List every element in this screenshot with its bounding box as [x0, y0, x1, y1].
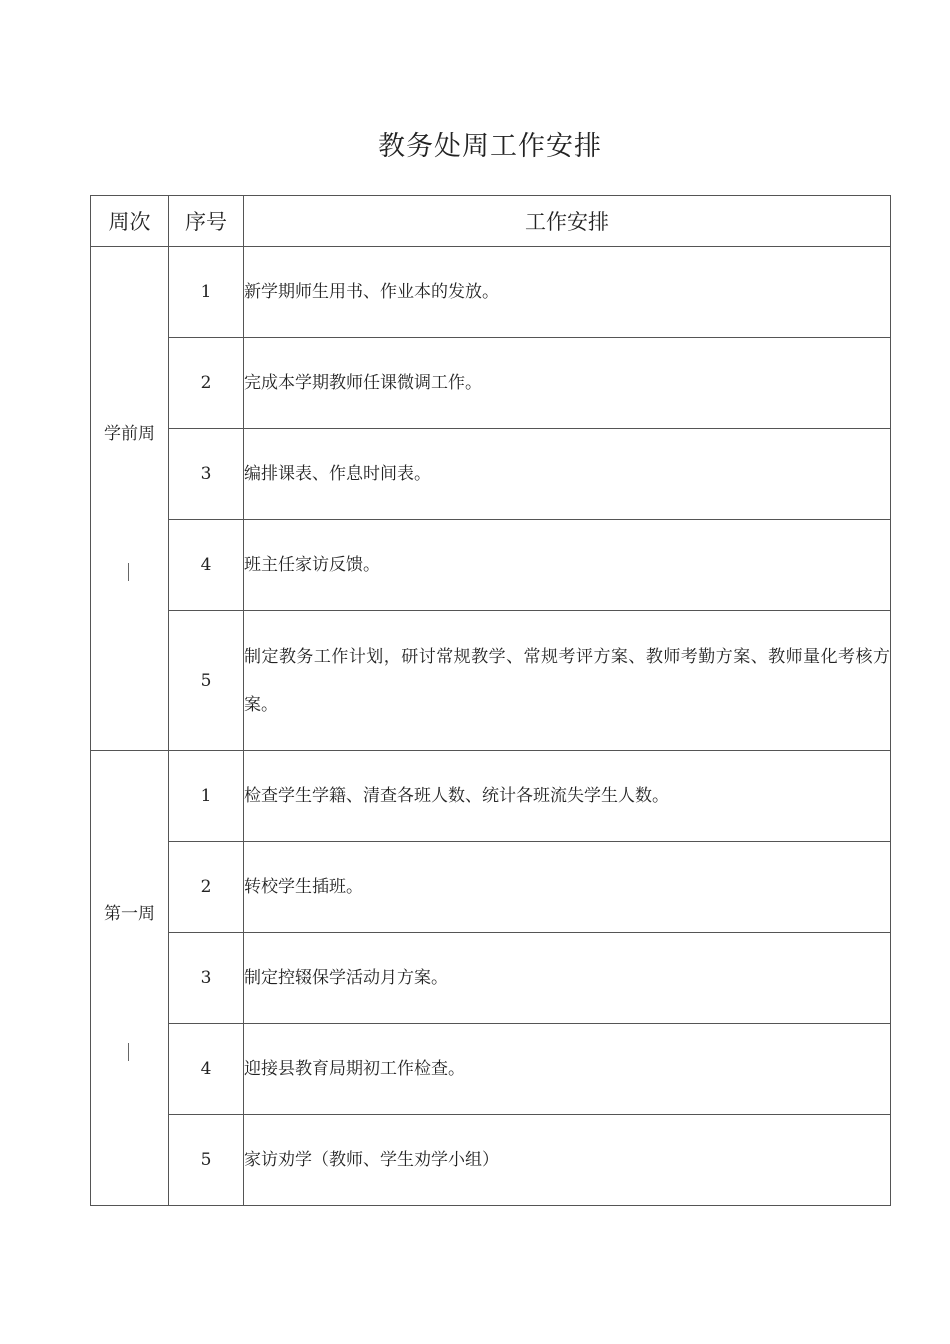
task-cell: 检查学生学籍、清查各班人数、统计各班流失学生人数。	[244, 751, 891, 842]
vertical-mark	[128, 1043, 129, 1061]
seq-cell: 2	[169, 842, 244, 933]
seq-cell: 4	[169, 1024, 244, 1115]
seq-cell: 2	[169, 338, 244, 429]
seq-cell: 1	[169, 751, 244, 842]
seq-cell: 4	[169, 520, 244, 611]
table-row	[91, 429, 891, 520]
week-label: 学前周	[104, 424, 155, 444]
week-cell-first	[91, 751, 169, 1206]
task-cell: 完成本学期教师任课微调工作。	[244, 338, 891, 429]
seq-cell: 5	[169, 1115, 244, 1206]
work-schedule-table	[90, 195, 891, 1206]
vertical-mark	[128, 563, 129, 581]
table-header-row	[91, 196, 891, 247]
seq-cell: 1	[169, 247, 244, 338]
table-row	[91, 1024, 891, 1115]
header-task: 工作安排	[244, 196, 891, 247]
table-row	[91, 751, 891, 842]
header-week: 周次	[91, 196, 169, 247]
task-cell: 制定控辍保学活动月方案。	[244, 933, 891, 1024]
table-row	[91, 247, 891, 338]
table-row	[91, 520, 891, 611]
task-cell: 班主任家访反馈。	[244, 520, 891, 611]
document-title: 教务处周工作安排	[378, 131, 602, 162]
task-cell: 新学期师生用书、作业本的发放。	[244, 247, 891, 338]
table-row	[91, 842, 891, 933]
seq-cell: 5	[169, 611, 244, 751]
seq-cell: 3	[169, 933, 244, 1024]
task-cell: 制定教务工作计划，研讨常规教学、常规考评方案、教师考勤方案、教师量化考核方案。	[244, 611, 891, 751]
task-cell: 编排课表、作息时间表。	[244, 429, 891, 520]
table-row	[91, 933, 891, 1024]
seq-cell: 3	[169, 429, 244, 520]
table-row	[91, 611, 891, 751]
task-cell: 家访劝学（教师、学生劝学小组）	[244, 1115, 891, 1206]
week-cell-pre	[91, 247, 169, 751]
task-cell: 迎接县教育局期初工作检查。	[244, 1024, 891, 1115]
task-cell: 转校学生插班。	[244, 842, 891, 933]
week-label: 第一周	[104, 904, 155, 924]
header-seq: 序号	[169, 196, 244, 247]
table-row	[91, 338, 891, 429]
table-row	[91, 1115, 891, 1206]
